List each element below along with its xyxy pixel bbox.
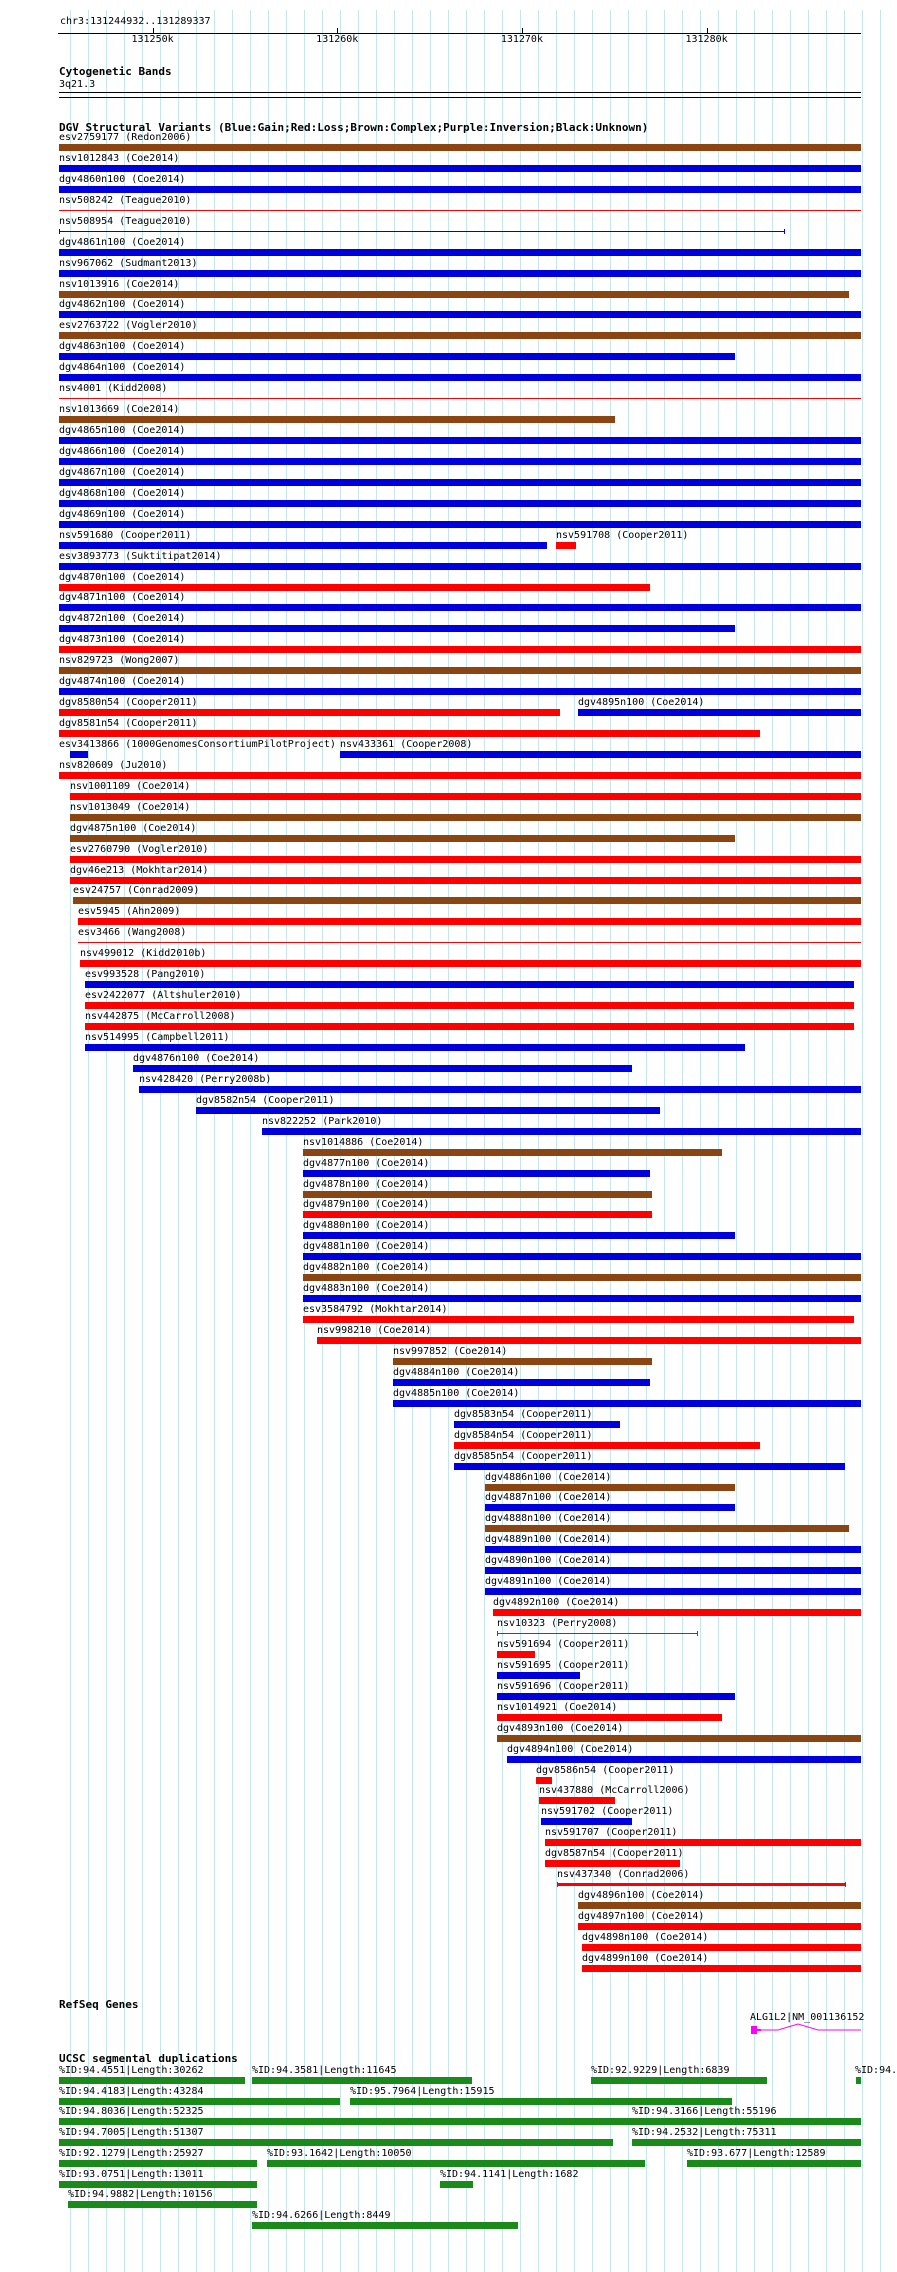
dgv-variant-bar[interactable] bbox=[70, 877, 861, 884]
dgv-variant-bar[interactable] bbox=[59, 688, 861, 695]
cytoband-band-bottom bbox=[59, 97, 861, 98]
grid-line bbox=[790, 10, 791, 2272]
dgv-variant-bar[interactable] bbox=[393, 1358, 652, 1365]
dgv-variant-bar[interactable] bbox=[485, 1484, 735, 1491]
dgv-variant-label[interactable]: dgv4865n100 (Coe2014) bbox=[59, 425, 186, 437]
dgv-variant-label[interactable]: dgv4875n100 (Coe2014) bbox=[70, 822, 197, 834]
grid-line bbox=[466, 10, 467, 2272]
segdup-label[interactable]: %ID:93.0751|Length:13011 bbox=[59, 2168, 204, 2180]
dgv-variant-bar[interactable] bbox=[545, 1860, 680, 1867]
dgv-variant-label[interactable]: dgv4899n100 (Coe2014) bbox=[582, 1952, 709, 1964]
dgv-variant-bar[interactable] bbox=[545, 1839, 861, 1846]
dgv-variant-label[interactable]: nsv591696 (Cooper2011) bbox=[497, 1680, 630, 1692]
dgv-variant-label[interactable]: dgv4894n100 (Coe2014) bbox=[507, 1743, 634, 1755]
dgv-variant-label[interactable]: nsv822252 (Park2010) bbox=[262, 1115, 383, 1127]
segdup-bar[interactable] bbox=[59, 2160, 257, 2167]
dgv-variant-bar[interactable] bbox=[497, 1651, 535, 1658]
gene-exon-small bbox=[757, 2029, 761, 2031]
ruler-tick-label: 131280k bbox=[685, 34, 728, 45]
segdup-bar[interactable] bbox=[267, 2160, 645, 2167]
dgv-variant-bar[interactable] bbox=[59, 709, 560, 716]
dgv-variant-bar[interactable] bbox=[317, 1337, 861, 1344]
dgv-variant-label[interactable]: dgv4869n100 (Coe2014) bbox=[59, 508, 186, 520]
dgv-variant-label[interactable]: dgv4897n100 (Coe2014) bbox=[578, 1911, 705, 1923]
dgv-variant-label[interactable]: dgv4898n100 (Coe2014) bbox=[582, 1931, 709, 1943]
dgv-variant-label[interactable]: nsv591702 (Cooper2011) bbox=[541, 1806, 674, 1818]
dgv-variant-label[interactable]: esv24757 (Conrad2009) bbox=[73, 885, 200, 897]
dgv-variant-bar[interactable] bbox=[536, 1777, 552, 1784]
dgv-variant-bar[interactable] bbox=[303, 1232, 735, 1239]
dgv-variant-label[interactable]: dgv4863n100 (Coe2014) bbox=[59, 341, 186, 353]
dgv-variant-bar[interactable] bbox=[497, 1633, 698, 1634]
dgv-variant-bar[interactable] bbox=[59, 186, 861, 193]
grid-line bbox=[430, 10, 431, 2272]
gene-exon bbox=[751, 2026, 757, 2034]
grid-line bbox=[286, 10, 287, 2272]
dgv-variant-bar[interactable] bbox=[262, 1128, 861, 1135]
dgv-variant-label[interactable]: nsv433361 (Cooper2008) bbox=[340, 738, 473, 750]
dgv-variant-bar[interactable] bbox=[578, 709, 861, 716]
dgv-variant-bar[interactable] bbox=[85, 1044, 745, 1051]
grid-line bbox=[862, 10, 863, 2272]
segdup-bar[interactable] bbox=[632, 2139, 861, 2146]
dgv-variant-label[interactable]: nsv508954 (Teague2010) bbox=[59, 215, 192, 227]
dgv-variant-label[interactable]: nsv591694 (Cooper2011) bbox=[497, 1638, 630, 1650]
dgv-variant-bar[interactable] bbox=[70, 835, 735, 842]
dgv-variant-label[interactable]: dgv8585n54 (Cooper2011) bbox=[454, 1450, 593, 1462]
dgv-variant-label[interactable]: nsv437340 (Conrad2006) bbox=[557, 1869, 690, 1881]
dgv-variant-bar[interactable] bbox=[59, 210, 861, 211]
dgv-variant-bar[interactable] bbox=[59, 374, 861, 381]
dgv-variant-bar[interactable] bbox=[85, 1002, 854, 1009]
dgv-variant-bar[interactable] bbox=[133, 1065, 632, 1072]
dgv-variant-bar[interactable] bbox=[78, 918, 861, 925]
dgv-variant-bar[interactable] bbox=[70, 793, 861, 800]
dgv-variant-end-tick bbox=[557, 1882, 558, 1887]
segdup-label[interactable]: %ID:94.4183|Length:43284 bbox=[59, 2085, 204, 2097]
dgv-variant-bar[interactable] bbox=[303, 1191, 652, 1198]
dgv-variant-label[interactable]: nsv514995 (Campbell2011) bbox=[85, 1031, 230, 1043]
dgv-variant-bar[interactable] bbox=[59, 249, 861, 256]
dgv-variant-label[interactable]: nsv428420 (Perry2008b) bbox=[139, 1073, 272, 1085]
segdup-bar[interactable] bbox=[59, 2098, 340, 2105]
dgv-variant-bar[interactable] bbox=[454, 1421, 620, 1428]
segdup-label[interactable]: %ID:94.8036|Length:52325 bbox=[59, 2106, 204, 2118]
dgv-variant-label[interactable]: dgv4882n100 (Coe2014) bbox=[303, 1262, 430, 1274]
dgv-variant-label[interactable]: nsv1014886 (Coe2014) bbox=[303, 1136, 424, 1148]
dgv-variant-label[interactable]: esv3584792 (Mokhtar2014) bbox=[303, 1304, 448, 1316]
dgv-variant-label[interactable]: dgv4883n100 (Coe2014) bbox=[303, 1283, 430, 1295]
dgv-variant-label[interactable]: nsv442875 (McCarroll2008) bbox=[85, 1011, 236, 1023]
segdup-bar[interactable] bbox=[59, 2139, 613, 2146]
grid-line bbox=[250, 10, 251, 2272]
dgv-variant-bar[interactable] bbox=[59, 521, 861, 528]
dgv-variant-label[interactable]: nsv1013669 (Coe2014) bbox=[59, 404, 180, 416]
dgv-variant-bar[interactable] bbox=[393, 1400, 861, 1407]
dgv-variant-end-tick bbox=[784, 229, 785, 234]
dgv-variant-label[interactable]: dgv4896n100 (Coe2014) bbox=[578, 1890, 705, 1902]
segdup-bar[interactable] bbox=[252, 2077, 472, 2084]
dgv-variant-bar[interactable] bbox=[303, 1253, 861, 1260]
grid-line bbox=[484, 10, 485, 2272]
dgv-variant-label[interactable]: nsv998210 (Coe2014) bbox=[317, 1325, 432, 1336]
dgv-variant-bar[interactable] bbox=[59, 437, 861, 444]
grid-line bbox=[808, 10, 809, 2272]
segdup-label[interactable]: %ID:94. bbox=[855, 2065, 897, 2076]
dgv-variant-label[interactable]: esv2759177 (Redon2006) bbox=[59, 132, 192, 143]
grid-line bbox=[520, 10, 521, 2272]
dgv-variant-bar[interactable] bbox=[59, 398, 861, 399]
grid-line bbox=[718, 10, 719, 2272]
segdup-label[interactable]: %ID:93.677|Length:12589 bbox=[687, 2147, 826, 2159]
dgv-variant-bar[interactable] bbox=[59, 625, 735, 632]
dgv-variant-bar[interactable] bbox=[59, 604, 861, 611]
dgv-variant-label[interactable]: nsv1014921 (Coe2014) bbox=[497, 1701, 618, 1713]
dgv-variant-label[interactable]: dgv4861n100 (Coe2014) bbox=[59, 236, 186, 248]
grid-line bbox=[880, 10, 881, 2272]
segdup-label[interactable]: %ID:94.4551|Length:30262 bbox=[59, 2065, 204, 2076]
dgv-variant-label[interactable]: dgv8581n54 (Cooper2011) bbox=[59, 718, 198, 730]
dgv-variant-bar[interactable] bbox=[485, 1546, 861, 1553]
dgv-variant-bar[interactable] bbox=[59, 416, 615, 423]
view-coordinates: chr3:131244932..131289337 bbox=[60, 16, 211, 27]
dgv-variant-bar[interactable] bbox=[59, 563, 861, 570]
dgv-variant-bar[interactable] bbox=[485, 1567, 861, 1574]
dgv-variant-bar[interactable] bbox=[582, 1944, 861, 1951]
dgv-variant-label[interactable]: dgv4890n100 (Coe2014) bbox=[485, 1555, 612, 1567]
dgv-variant-bar[interactable] bbox=[78, 942, 861, 943]
dgv-variant-label[interactable]: esv5945 (Ahn2009) bbox=[78, 906, 181, 918]
grid-line bbox=[502, 10, 503, 2272]
dgv-variant-bar[interactable] bbox=[303, 1316, 854, 1323]
grid-line bbox=[556, 10, 557, 2272]
dgv-variant-bar[interactable] bbox=[497, 1693, 735, 1700]
dgv-variant-label[interactable]: dgv4868n100 (Coe2014) bbox=[59, 487, 186, 499]
cytoband-band-top bbox=[59, 92, 861, 93]
segdup-label[interactable]: %ID:95.7964|Length:15915 bbox=[350, 2085, 495, 2097]
dgv-variant-end-tick bbox=[59, 229, 60, 234]
segdup-bar[interactable] bbox=[440, 2181, 473, 2188]
cytoband-track-title: Cytogenetic Bands bbox=[59, 65, 172, 78]
dgv-variant-bar[interactable] bbox=[557, 1883, 846, 1886]
segdup-label[interactable]: %ID:92.1279|Length:25927 bbox=[59, 2147, 204, 2159]
grid-line bbox=[574, 10, 575, 2272]
gene-label[interactable]: ALG1L2|NM_001136152 bbox=[750, 2012, 865, 2023]
gene-intron-line bbox=[761, 2024, 861, 2030]
dgv-variant-label[interactable]: dgv8580n54 (Cooper2011) bbox=[59, 697, 198, 709]
dgv-variant-label[interactable]: dgv4870n100 (Coe2014) bbox=[59, 571, 186, 583]
dgv-variant-bar[interactable] bbox=[59, 291, 849, 298]
dgv-variant-bar[interactable] bbox=[59, 165, 861, 172]
grid-line bbox=[826, 10, 827, 2272]
segdup-bar[interactable] bbox=[68, 2201, 257, 2208]
dgv-variant-label[interactable]: nsv997852 (Coe2014) bbox=[393, 1345, 508, 1357]
dgv-variant-bar[interactable] bbox=[539, 1797, 615, 1804]
dgv-variant-bar[interactable] bbox=[73, 897, 861, 904]
dgv-variant-bar[interactable] bbox=[303, 1274, 861, 1281]
dgv-variant-bar[interactable] bbox=[485, 1525, 849, 1532]
segdup-label[interactable]: %ID:94.3581|Length:11645 bbox=[252, 2065, 397, 2076]
dgv-variant-label[interactable]: dgv4872n100 (Coe2014) bbox=[59, 613, 186, 625]
dgv-variant-label[interactable]: dgv4871n100 (Coe2014) bbox=[59, 592, 186, 604]
dgv-variant-label[interactable]: nsv1013049 (Coe2014) bbox=[70, 801, 191, 813]
grid-line bbox=[448, 10, 449, 2272]
dgv-variant-bar[interactable] bbox=[303, 1295, 861, 1302]
dgv-variant-label[interactable]: dgv4884n100 (Coe2014) bbox=[393, 1366, 520, 1378]
dgv-variant-end-tick bbox=[497, 1631, 498, 1636]
dgv-variant-label[interactable]: nsv499012 (Kidd2010b) bbox=[80, 948, 207, 960]
dgv-variant-label[interactable]: nsv508242 (Teague2010) bbox=[59, 194, 192, 206]
dgv-variant-bar[interactable] bbox=[454, 1463, 845, 1470]
segdup-label[interactable]: %ID:93.1642|Length:10050 bbox=[267, 2147, 412, 2159]
dgv-variant-label[interactable]: dgv8582n54 (Cooper2011) bbox=[196, 1094, 335, 1106]
dgv-variant-label[interactable]: nsv820609 (Ju2010) bbox=[59, 759, 168, 771]
dgv-variant-bar[interactable] bbox=[59, 542, 547, 549]
dgv-variant-label[interactable]: esv2763722 (Vogler2010) bbox=[59, 320, 198, 332]
dgv-variant-bar[interactable] bbox=[85, 1023, 854, 1030]
dgv-variant-bar[interactable] bbox=[70, 751, 88, 758]
dgv-variant-label[interactable]: dgv4892n100 (Coe2014) bbox=[493, 1597, 620, 1609]
dgv-variant-bar[interactable] bbox=[59, 479, 861, 486]
segdup-bar[interactable] bbox=[350, 2098, 732, 2105]
dgv-variant-bar[interactable] bbox=[578, 1902, 861, 1909]
grid-line bbox=[214, 10, 215, 2272]
segdup-track-title: UCSC segmental duplications bbox=[59, 2052, 238, 2065]
segdup-label[interactable]: %ID:94.6266|Length:8449 bbox=[252, 2209, 391, 2221]
dgv-variant-label[interactable]: dgv4893n100 (Coe2014) bbox=[497, 1722, 624, 1734]
ruler-axis bbox=[58, 33, 861, 34]
dgv-variant-label[interactable]: nsv1001109 (Coe2014) bbox=[70, 780, 191, 792]
dgv-variant-bar[interactable] bbox=[80, 960, 861, 967]
dgv-variant-label[interactable]: nsv829723 (Wong2007) bbox=[59, 655, 180, 667]
dgv-variant-bar[interactable] bbox=[59, 311, 861, 318]
ruler-tick-label: 131260k bbox=[316, 34, 359, 45]
dgv-variant-bar[interactable] bbox=[497, 1714, 722, 1721]
dgv-variant-label[interactable]: dgv4881n100 (Coe2014) bbox=[303, 1241, 430, 1253]
dgv-variant-label[interactable]: esv3466 (Wang2008) bbox=[78, 927, 187, 939]
dgv-variant-bar[interactable] bbox=[139, 1086, 861, 1093]
dgv-variant-label[interactable]: esv2422077 (Altshuler2010) bbox=[85, 990, 242, 1002]
dgv-variant-bar[interactable] bbox=[59, 584, 650, 591]
dgv-variant-bar[interactable] bbox=[556, 542, 576, 549]
segdup-bar[interactable] bbox=[252, 2222, 518, 2229]
dgv-variant-label[interactable]: dgv4878n100 (Coe2014) bbox=[303, 1178, 430, 1190]
segdup-bar[interactable] bbox=[591, 2077, 767, 2084]
dgv-variant-bar[interactable] bbox=[59, 144, 861, 151]
dgv-variant-label[interactable]: esv2760790 (Vogler2010) bbox=[70, 843, 209, 855]
dgv-variant-bar[interactable] bbox=[303, 1170, 650, 1177]
dgv-variant-bar[interactable] bbox=[497, 1672, 580, 1679]
dgv-variant-label[interactable]: dgv8586n54 (Cooper2011) bbox=[536, 1764, 675, 1776]
gene-model[interactable] bbox=[748, 2022, 863, 2038]
dgv-variant-label[interactable]: nsv4001 (Kidd2008) bbox=[59, 383, 168, 395]
dgv-variant-bar[interactable] bbox=[578, 1923, 861, 1930]
dgv-variant-label[interactable]: dgv4885n100 (Coe2014) bbox=[393, 1387, 520, 1399]
dgv-variant-label[interactable]: dgv8583n54 (Cooper2011) bbox=[454, 1408, 593, 1420]
dgv-variant-bar[interactable] bbox=[59, 772, 861, 779]
dgv-variant-bar[interactable] bbox=[59, 353, 735, 360]
dgv-variant-label[interactable]: esv3893773 (Suktitipat2014) bbox=[59, 550, 222, 562]
dgv-variant-label[interactable]: dgv4895n100 (Coe2014) bbox=[578, 697, 705, 709]
ruler-tick-label: 131250k bbox=[131, 34, 174, 45]
grid-line bbox=[754, 10, 755, 2272]
dgv-variant-bar[interactable] bbox=[70, 856, 861, 863]
dgv-variant-label[interactable]: nsv437880 (McCarroll2006) bbox=[539, 1785, 690, 1797]
grid-line bbox=[772, 10, 773, 2272]
dgv-variant-bar[interactable] bbox=[196, 1107, 660, 1114]
dgv-variant-label[interactable]: nsv591707 (Cooper2011) bbox=[545, 1827, 678, 1839]
dgv-variant-label[interactable]: esv3413866 (1000GenomesConsortiumPilotProject) bbox=[59, 738, 336, 750]
dgv-variant-bar[interactable] bbox=[507, 1756, 861, 1763]
grid-line bbox=[196, 10, 197, 2272]
dgv-variant-label[interactable]: dgv4877n100 (Coe2014) bbox=[303, 1157, 430, 1169]
dgv-variant-label[interactable]: dgv4889n100 (Coe2014) bbox=[485, 1534, 612, 1546]
grid-line bbox=[232, 10, 233, 2272]
dgv-variant-label[interactable]: dgv4876n100 (Coe2014) bbox=[133, 1052, 260, 1064]
segdup-bar[interactable] bbox=[687, 2160, 861, 2167]
segdup-label[interactable]: %ID:94.7005|Length:51307 bbox=[59, 2127, 204, 2139]
dgv-variant-label[interactable]: dgv4888n100 (Coe2014) bbox=[485, 1513, 612, 1525]
dgv-variant-bar[interactable] bbox=[59, 270, 861, 277]
dgv-variant-label[interactable]: nsv1012843 (Coe2014) bbox=[59, 152, 180, 164]
dgv-variant-label[interactable]: nsv10323 (Perry2008) bbox=[497, 1618, 618, 1630]
dgv-variant-bar[interactable] bbox=[70, 814, 861, 821]
dgv-track-title: DGV Structural Variants (Blue:Gain;Red:Loss;Brown:Complex;Purple:Inversion;Black:Unknown) bbox=[59, 121, 649, 134]
segdup-label[interactable]: %ID:92.9229|Length:6839 bbox=[591, 2065, 730, 2076]
dgv-variant-bar[interactable] bbox=[493, 1609, 861, 1616]
dgv-variant-label[interactable]: dgv4864n100 (Coe2014) bbox=[59, 362, 186, 374]
grid-line bbox=[538, 10, 539, 2272]
segdup-bar[interactable] bbox=[59, 2077, 245, 2084]
dgv-variant-label[interactable]: nsv967062 (Sudmant2013) bbox=[59, 257, 198, 269]
dgv-variant-label[interactable]: nsv591708 (Cooper2011) bbox=[556, 529, 689, 541]
grid-line bbox=[844, 10, 845, 2272]
dgv-variant-bar[interactable] bbox=[59, 458, 861, 465]
dgv-variant-label[interactable]: nsv591695 (Cooper2011) bbox=[497, 1659, 630, 1671]
dgv-variant-bar[interactable] bbox=[59, 500, 861, 507]
segdup-bar[interactable] bbox=[856, 2077, 861, 2084]
dgv-variant-bar[interactable] bbox=[303, 1211, 652, 1218]
dgv-variant-label[interactable]: dgv4880n100 (Coe2014) bbox=[303, 1220, 430, 1232]
dgv-variant-bar[interactable] bbox=[59, 646, 861, 653]
dgv-variant-label[interactable]: dgv8587n54 (Cooper2011) bbox=[545, 1848, 684, 1860]
dgv-variant-bar[interactable] bbox=[541, 1818, 632, 1825]
dgv-variant-bar[interactable] bbox=[454, 1442, 760, 1449]
dgv-variant-label[interactable]: dgv4862n100 (Coe2014) bbox=[59, 299, 186, 311]
dgv-variant-bar[interactable] bbox=[582, 1965, 861, 1972]
dgv-variant-label[interactable]: nsv1013916 (Coe2014) bbox=[59, 278, 180, 290]
dgv-variant-label[interactable]: dgv4866n100 (Coe2014) bbox=[59, 445, 186, 457]
dgv-variant-label[interactable]: dgv4874n100 (Coe2014) bbox=[59, 676, 186, 688]
segdup-label[interactable]: %ID:94.2532|Length:75311 bbox=[632, 2127, 777, 2139]
dgv-variant-label[interactable]: dgv4887n100 (Coe2014) bbox=[485, 1492, 612, 1504]
dgv-variant-bar[interactable] bbox=[340, 751, 861, 758]
segdup-label[interactable]: %ID:94.3166|Length:55196 bbox=[632, 2106, 777, 2118]
segdup-bar[interactable] bbox=[59, 2181, 257, 2188]
dgv-variant-bar[interactable] bbox=[485, 1504, 735, 1511]
grid-line bbox=[268, 10, 269, 2272]
dgv-variant-bar[interactable] bbox=[393, 1379, 650, 1386]
dgv-variant-label[interactable]: dgv4873n100 (Coe2014) bbox=[59, 634, 186, 646]
dgv-variant-label[interactable]: dgv4860n100 (Coe2014) bbox=[59, 173, 186, 185]
segdup-label[interactable]: %ID:94.9882|Length:10156 bbox=[68, 2189, 213, 2201]
dgv-variant-bar[interactable] bbox=[59, 231, 785, 232]
segdup-bar[interactable] bbox=[632, 2118, 861, 2125]
dgv-variant-bar[interactable] bbox=[303, 1149, 722, 1156]
dgv-variant-bar[interactable] bbox=[485, 1588, 861, 1595]
ruler-tick-label: 131270k bbox=[500, 34, 543, 45]
dgv-variant-bar[interactable] bbox=[59, 332, 861, 339]
segdup-label[interactable]: %ID:94.1141|Length:1682 bbox=[440, 2168, 579, 2180]
dgv-variant-bar[interactable] bbox=[59, 667, 861, 674]
cytoband-label: 3q21.3 bbox=[59, 79, 96, 90]
dgv-variant-label[interactable]: dgv4879n100 (Coe2014) bbox=[303, 1199, 430, 1211]
dgv-variant-label[interactable]: nsv591680 (Cooper2011) bbox=[59, 529, 192, 541]
dgv-variant-label[interactable]: dgv46e213 (Mokhtar2014) bbox=[70, 864, 209, 876]
dgv-variant-bar[interactable] bbox=[497, 1735, 861, 1742]
dgv-variant-label[interactable]: dgv4867n100 (Coe2014) bbox=[59, 466, 186, 478]
grid-line bbox=[736, 10, 737, 2272]
dgv-variant-bar[interactable] bbox=[59, 730, 760, 737]
dgv-variant-end-tick bbox=[697, 1631, 698, 1636]
dgv-variant-label[interactable]: dgv4886n100 (Coe2014) bbox=[485, 1471, 612, 1483]
dgv-variant-label[interactable]: dgv4891n100 (Coe2014) bbox=[485, 1576, 612, 1588]
dgv-variant-bar[interactable] bbox=[85, 981, 854, 988]
dgv-variant-label[interactable]: dgv8584n54 (Cooper2011) bbox=[454, 1429, 593, 1441]
dgv-variant-label[interactable]: esv993528 (Pang2010) bbox=[85, 969, 206, 981]
dgv-variant-end-tick bbox=[845, 1882, 846, 1887]
refseq-track-title: RefSeq Genes bbox=[59, 1998, 139, 2011]
